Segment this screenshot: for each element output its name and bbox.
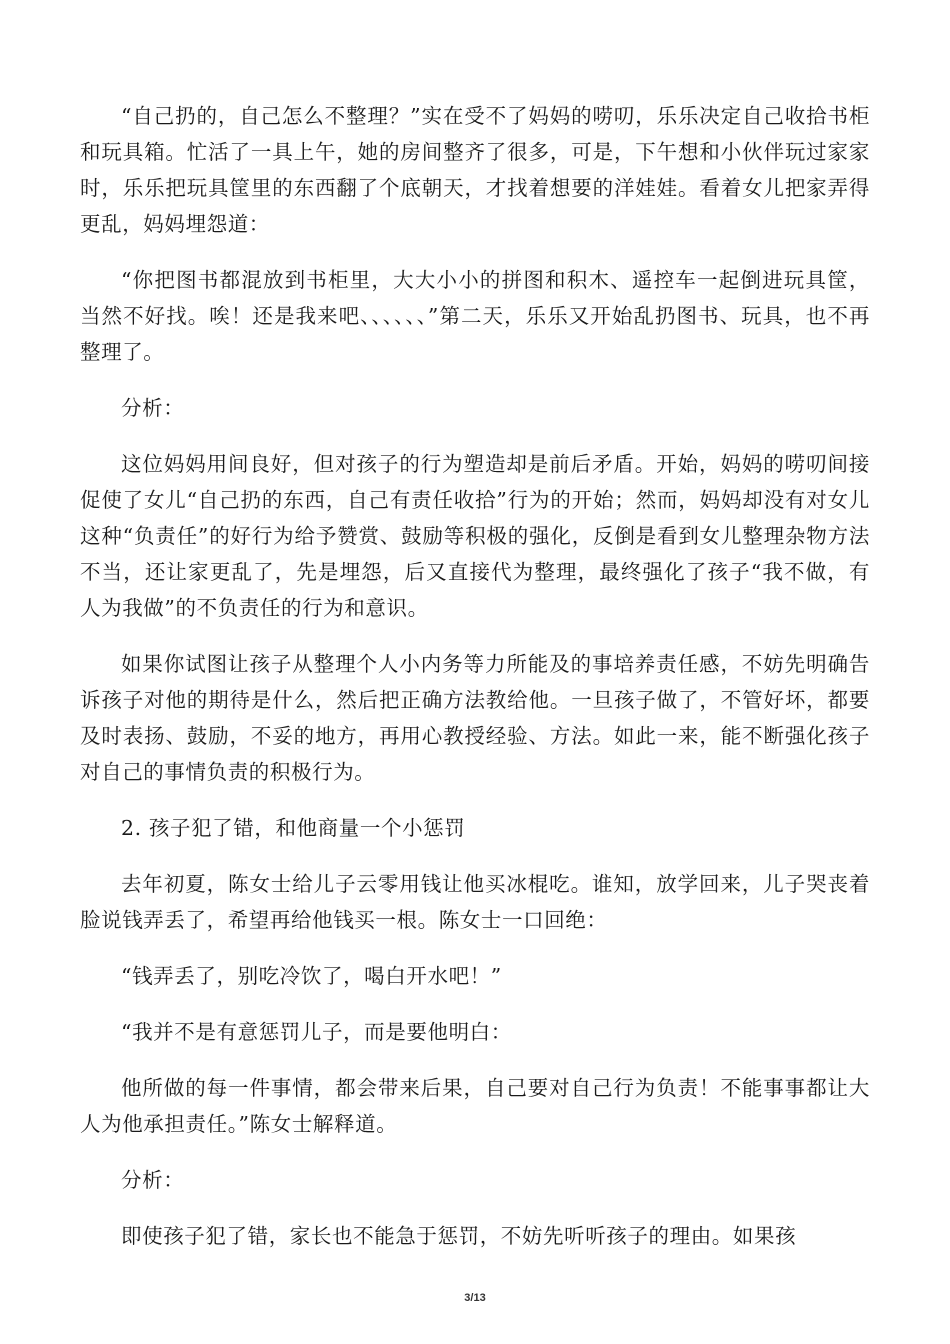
paragraph-7: 即使孩子犯了错，家长也不能急于惩罚，不妨先听听孩子的理由。如果孩 [121, 1224, 797, 1248]
paragraph-4: 如果你试图让孩子从整理个人小内务等力所能及的事培养责任感，不妨先明确告诉孩子对他的期待是什么，然后把正确方法教给他。一旦孩子做了，不管好坏，都要及时表扬、鼓励，不妥的地方，再用心教授经验、方法。如此一来，能不断强化孩子对自己的事情负责的积极行为。 [80, 652, 870, 784]
quote-2: “我并不是有意惩罚儿子，而是要他明白： [121, 1020, 512, 1044]
page-body [80, 98, 870, 1274]
paragraph-5: 去年初夏，陈女士给儿子云零用钱让他买冰棍吃。谁知，放学回来，儿子哭丧着脸说钱弄丢了，希望再给他钱买一根。陈女士一口回绝： [80, 872, 870, 932]
analysis-label-1: 分析： [121, 396, 185, 420]
section-heading-2: 2. 孩子犯了错，和他商量一个小惩罚 [121, 816, 466, 840]
paragraph-1: “自己扔的，自己怎么不整理？”实在受不了妈妈的唠叨，乐乐决定自己收拾书柜和玩具箱。忙活了一具上午，她的房间整齐了很多，可是，下午想和小伙伴玩过家家时，乐乐把玩具筐里的东西翻了个底朝天，才找着想要的洋娃娃。看着女儿把家弄得更乱，妈妈埋怨道： [80, 104, 870, 236]
paragraph-3: 这位妈妈用间良好，但对孩子的行为塑造却是前后矛盾。开始，妈妈的唠叨间接促使了女儿“自己扔的东西，自己有责任收拾”行为的开始；然而，妈妈却没有对女儿这种“负责任”的好行为给予赞赏、鼓励等积极的强化，反倒是看到女儿整理杂物方法不当，还让家更乱了，先是埋怨，后又直接代为整理，最终强化了孩子“我不做，有人为我做”的不负责任的行为和意识。 [80, 452, 870, 620]
paragraph-2: “你把图书都混放到书柜里，大大小小的拼图和积木、遥控车一起倒进玩具筐，当然不好找。唉！还是我来吧、、、、、、”第二天，乐乐又开始乱扔图书、玩具，也不再整理了。 [80, 268, 870, 364]
quote-1: “钱弄丢了，别吃冷饮了，喝白开水吧！” [121, 964, 502, 988]
analysis-label-2: 分析： [121, 1168, 185, 1192]
paragraph-6: 他所做的每一件事情，都会带来后果，自己要对自己行为负责！不能事事都让大人为他承担责任。”陈女士解释道。 [80, 1076, 870, 1136]
page-number: 3/13 [464, 1292, 486, 1304]
